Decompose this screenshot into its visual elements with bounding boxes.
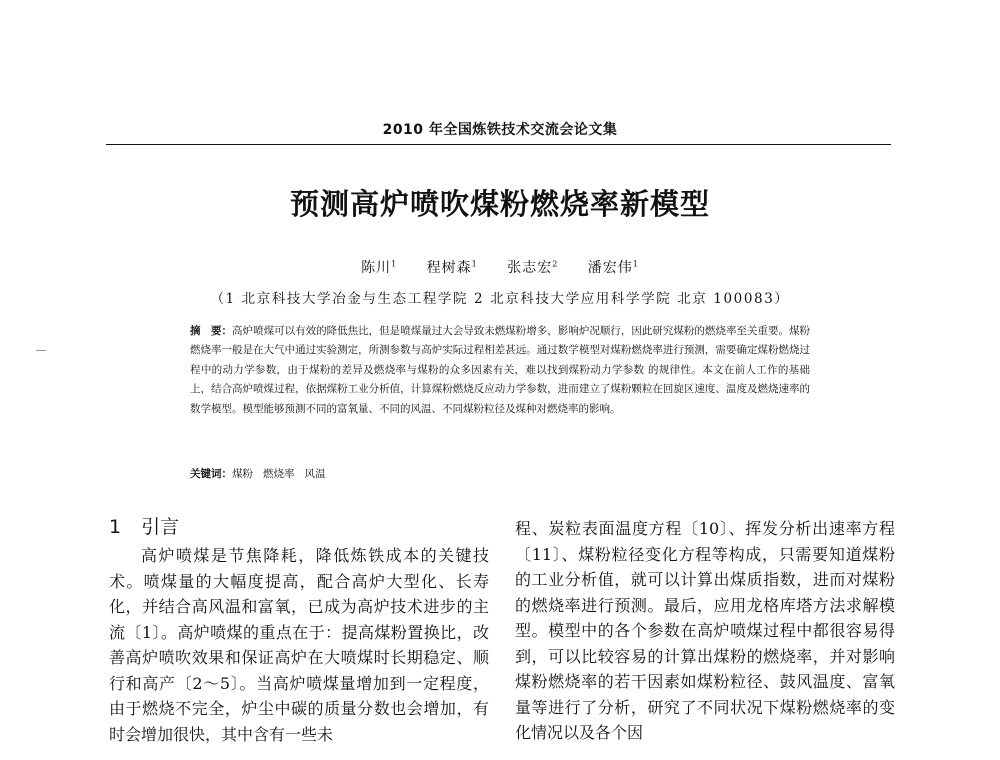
section-number: 1 (109, 516, 122, 538)
author-name: 陈川 (361, 260, 392, 276)
author-2 (427, 260, 478, 276)
author-list (0, 257, 1000, 277)
body-column-right (515, 516, 895, 746)
affiliation: （1 北京科技大学冶金与生态工程学院 2 北京科技大学应用科学学院 北京 100083） (210, 291, 790, 307)
author-3 (507, 260, 558, 276)
author-affiliation-mark: 2 (552, 259, 559, 269)
section-title: 引言 (141, 516, 180, 538)
running-header: 2010 年全国炼铁技术交流会论文集 (382, 122, 618, 138)
author-affiliation-mark: 1 (391, 259, 398, 269)
keyword: 风温 (304, 468, 326, 480)
intro-paragraph-continued: 程、炭粒表面温度方程〔10〕、挥发分析出速率方程〔11〕、煤粉粒径变化方程等构成，只需要知道煤粉的工业分析值，就可以计算出煤质指数，进而对煤粉的燃烧率进行预测。最后，应用龙格库塔方法求解模型。模型中的各个参数在高炉喷煤过程中都很容易得到，可以比较容易的计算出煤粉的燃烧率，并对影响煤粉燃烧率的若干因素如煤粉粒径、鼓风温度、富氧量等进行了分析，研究了不同状况下煤粉燃烧率的变化情况以及各个因 (515, 519, 895, 742)
keyword: 燃烧率 (263, 468, 295, 480)
keywords (190, 466, 810, 481)
author-4 (588, 260, 639, 276)
section-heading (109, 514, 489, 541)
author-name: 张志宏 (507, 260, 553, 276)
author-1 (361, 260, 397, 276)
keyword: 煤粉 (232, 468, 253, 480)
author-name: 程树森 (426, 260, 472, 276)
body-column-left (109, 514, 489, 747)
intro-paragraph: 高炉喷煤是节焦降耗，降低炼铁成本的关键技术。喷煤量的大幅度提高，配合高炉大型化、长寿化，并结合高风温和富氧，已成为高炉技术进步的主流〔1〕。高炉喷煤的重点在于：提高煤粉置换比，改善高炉喷吹效果和保证高炉在大喷煤时长期稳定、顺行和高产〔2～5〕。当高炉喷煤量增加到一定程度，由于燃烧不完全，炉尘中碳的质量分数也会增加，有时会增加很快，其中含有一些未 (109, 546, 489, 744)
paper-title: 预测高炉喷吹煤粉燃烧率新模型 (289, 187, 710, 221)
author-affiliation-mark: 1 (632, 259, 639, 269)
author-name: 潘宏伟 (587, 260, 633, 276)
keywords-label: 关键词： (190, 468, 232, 480)
author-affiliation-mark: 1 (471, 259, 478, 269)
header-rule (106, 144, 891, 145)
abstract (190, 322, 810, 419)
abstract-label: 摘 要： (190, 325, 233, 337)
abstract-text: 高炉喷煤可以有效的降低焦比，但是喷煤量过大会导致未燃煤粉增多，影响炉况顺行，因此研究煤粉的燃烧率至关重要。煤粉燃烧率一般是在大气中通过实验测定，所测参数与高炉实际过程相差甚远。通过数学模型对煤粉燃烧率进行预测，需要确定煤粉燃烧过程中的动力学参数，由于煤粉的差异及燃烧率与煤粉的众多因素有关，难以找到煤粉动力学参数 的规律性。本文在前人工作的基础上，结合高炉喷煤过程，依据煤粉工业分析值，计算煤粉燃烧反应动力学参数，进而建立了煤粉颗粒在回旋区速度、温度及燃烧速率的数学模型。模型能够预测不同的富氧量、不同的风温、不同煤粉粒径及煤种对燃烧率的影响。 (190, 325, 811, 415)
scan-margin-mark (36, 350, 46, 351)
